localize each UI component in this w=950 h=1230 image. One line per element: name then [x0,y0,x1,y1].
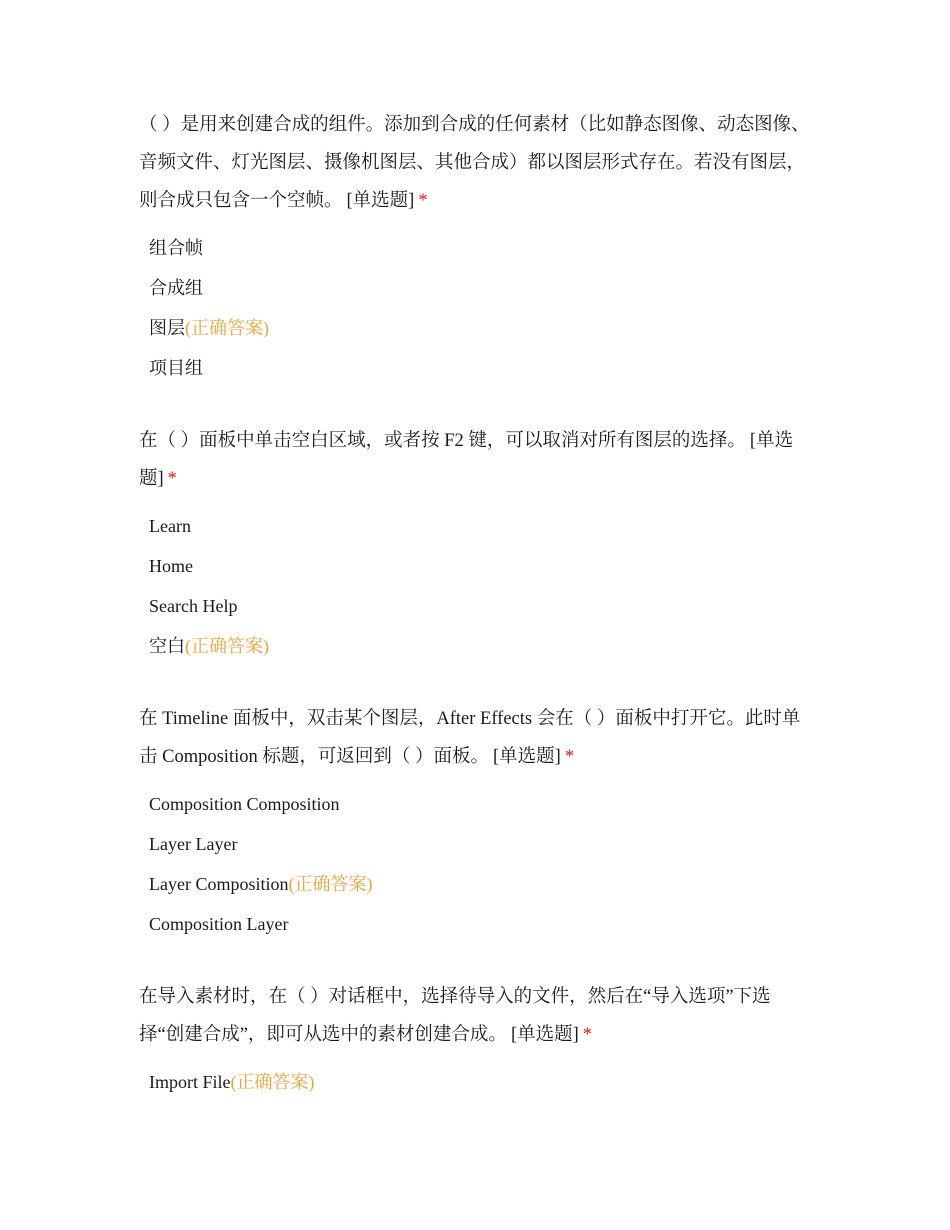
option-item[interactable] [149,268,815,308]
correct-answer-tag: (正确答案) [185,318,269,338]
question-2 [139,422,815,666]
correct-answer-tag: (正确答案) [288,874,373,894]
question-type-label: [单选题] [492,747,561,767]
option-item[interactable] [149,308,815,348]
correct-answer-tag: (正确答案) [185,636,269,656]
option-label: Layer Composition [149,874,289,894]
option-label: Composition Composition [149,794,340,814]
question-type-label: [单选题] [346,191,415,211]
correct-answer-tag: (正确答案) [230,1072,315,1092]
option-item[interactable] [149,626,815,666]
option-label: Learn [149,516,191,536]
quiz-document [139,106,815,1136]
option-label: 组合帧 [149,238,203,258]
question-3 [139,700,815,944]
option-item[interactable] [149,784,815,824]
option-list [139,1062,815,1102]
option-item[interactable] [149,546,815,586]
question-4 [139,978,815,1102]
required-asterisk: * [418,191,428,211]
option-list [139,784,815,944]
question-stem: 在导入素材时，在（ ）对话框中，选择待导入的文件，然后在“导入选项”下选择“创建合成”，即可从选中的素材创建合成。 [139,987,771,1045]
option-list [139,506,815,666]
question-text [139,106,815,220]
question-type-label: [单选题] [139,431,794,489]
option-label: Home [149,556,193,576]
option-label: 合成组 [149,278,203,298]
question-stem: 在（ ）面板中单击空白区域，或者按 F2 键，可以取消对所有图层的选择。 [139,431,746,451]
option-label: Layer Layer [149,834,238,854]
required-asterisk: * [167,469,177,489]
question-text [139,978,815,1054]
question-text [139,422,815,498]
option-item[interactable] [149,864,815,904]
question-stem: 在 Timeline 面板中，双击某个图层，After Effects 会在（ ）面板中打开它。此时单击 Composition 标题，可返回到（ ）面板。 [139,709,801,767]
option-item[interactable] [149,824,815,864]
option-label: Import File [149,1072,231,1092]
question-type-label: [单选题] [510,1025,579,1045]
option-label: Composition Layer [149,914,289,934]
question-text [139,700,815,776]
question-stem: （ ）是用来创建合成的组件。添加到合成的任何素材（比如静态图像、动态图像、音频文件、灯光图层、摄像机图层、其他合成）都以图层形式存在。若没有图层，则合成只包含一个空帧。 [139,115,810,211]
required-asterisk: * [564,747,575,767]
option-label: Search Help [149,596,238,616]
option-item[interactable] [149,904,815,944]
option-label: 项目组 [149,358,203,378]
question-1 [139,106,815,388]
option-item[interactable] [149,348,815,388]
option-label: 图层 [149,318,185,338]
option-item[interactable] [149,228,815,268]
option-list [139,228,815,388]
option-item[interactable] [149,586,815,626]
option-item[interactable] [149,1062,815,1102]
option-label: 空白 [149,636,185,656]
required-asterisk: * [582,1025,593,1045]
option-item[interactable] [149,506,815,546]
